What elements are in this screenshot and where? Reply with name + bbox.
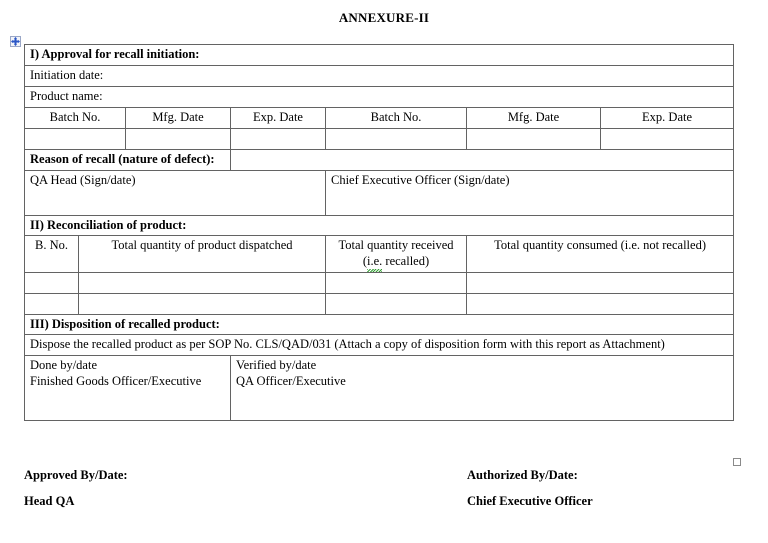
authorized-by-role: Chief Executive Officer: [467, 494, 593, 508]
recon-cell-received[interactable]: [326, 293, 467, 314]
batch-table-header-row: [25, 107, 734, 128]
recon-header-dispatched: Total quantity of product dispatched: [79, 236, 326, 272]
batch-header-mfg-date-1: Mfg. Date: [126, 107, 231, 128]
reason-of-recall-label: Reason of recall (nature of defect):: [25, 149, 231, 170]
recon-cell-b-no[interactable]: [25, 272, 79, 293]
initiation-date-row: [25, 65, 734, 86]
reason-of-recall-value[interactable]: [231, 149, 734, 170]
reconciliation-table-row: [25, 293, 734, 314]
batch-header-mfg-date-2: Mfg. Date: [467, 107, 601, 128]
table-move-handle-icon[interactable]: [10, 36, 21, 47]
batch-cell-batch-no-1[interactable]: [25, 128, 126, 149]
section-3-heading-row: [25, 314, 734, 335]
recon-header-consumed: Total quantity consumed (i.e. not recalled): [467, 236, 734, 272]
recon-cell-consumed[interactable]: [467, 293, 734, 314]
batch-header-exp-date-2: Exp. Date: [601, 107, 734, 128]
recon-cell-received[interactable]: [326, 272, 467, 293]
recon-header-received-line2-prefix: (: [362, 253, 368, 268]
recon-cell-consumed[interactable]: [467, 272, 734, 293]
disposition-signature-row: [25, 356, 734, 421]
verified-by-line2: QA Officer/Executive: [236, 373, 346, 388]
batch-cell-mfg-date-2[interactable]: [467, 128, 601, 149]
verified-by-line1: Verified by/date: [236, 358, 317, 373]
recon-header-b-no: B. No.: [25, 236, 79, 272]
done-by-line2: Finished Goods Officer/Executive: [30, 373, 202, 388]
batch-cell-exp-date-2[interactable]: [601, 128, 734, 149]
batch-header-exp-date-1: Exp. Date: [231, 107, 326, 128]
batch-cell-mfg-date-1[interactable]: [126, 128, 231, 149]
initiation-date-label[interactable]: Initiation date:: [25, 65, 734, 86]
reconciliation-table-row: [25, 272, 734, 293]
disposition-instruction: Dispose the recalled product as per SOP No. CLS/QAD/031 (Attach a copy of disposition form with this report as Attachment): [25, 335, 734, 356]
batch-table-row: [25, 128, 734, 149]
section-3-heading: III) Disposition of recalled product:: [25, 314, 734, 335]
batch-cell-exp-date-1[interactable]: [231, 128, 326, 149]
section-2-heading-row: [25, 215, 734, 236]
ceo-signature-field[interactable]: Chief Executive Officer (Sign/date): [326, 170, 734, 215]
product-name-row: [25, 86, 734, 107]
done-by-field[interactable]: [25, 356, 231, 421]
batch-header-batch-no-1: Batch No.: [25, 107, 126, 128]
authorized-by-label: Authorized By/Date:: [467, 468, 578, 482]
section-2-heading: II) Reconciliation of product:: [25, 215, 734, 236]
batch-cell-batch-no-2[interactable]: [326, 128, 467, 149]
page-title: ANNEXURE-II: [338, 10, 430, 25]
reason-of-recall-row: [25, 149, 734, 170]
disposition-instruction-row: [25, 335, 734, 356]
recon-header-received-line2-suffix: recalled): [382, 253, 430, 268]
footer-approval-labels-row: [24, 468, 744, 494]
section-1-heading: I) Approval for recall initiation:: [25, 45, 734, 66]
product-name-label[interactable]: Product name:: [25, 86, 734, 107]
spellcheck-underline-ie: i.e.: [367, 253, 383, 268]
approved-by-label: Approved By/Date:: [24, 468, 128, 482]
recall-report-table: [24, 44, 734, 421]
qa-head-signature-field[interactable]: QA Head (Sign/date): [25, 170, 326, 215]
section-1-heading-row: [25, 45, 734, 66]
approval-signature-row: [25, 170, 734, 215]
approved-by-role: Head QA: [24, 494, 75, 508]
recon-cell-dispatched[interactable]: [79, 272, 326, 293]
recon-cell-b-no[interactable]: [25, 293, 79, 314]
reconciliation-header-row: [25, 236, 734, 272]
recon-cell-dispatched[interactable]: [79, 293, 326, 314]
footer-signature-block: [24, 468, 744, 520]
footer-approval-roles-row: [24, 494, 744, 520]
table-resize-handle-icon[interactable]: [733, 458, 741, 466]
recon-header-received-line1: Total quantity received: [338, 238, 454, 253]
batch-header-batch-no-2: Batch No.: [326, 107, 467, 128]
recon-header-received: [326, 236, 467, 272]
done-by-line1: Done by/date: [30, 358, 97, 373]
verified-by-field[interactable]: [231, 356, 734, 421]
